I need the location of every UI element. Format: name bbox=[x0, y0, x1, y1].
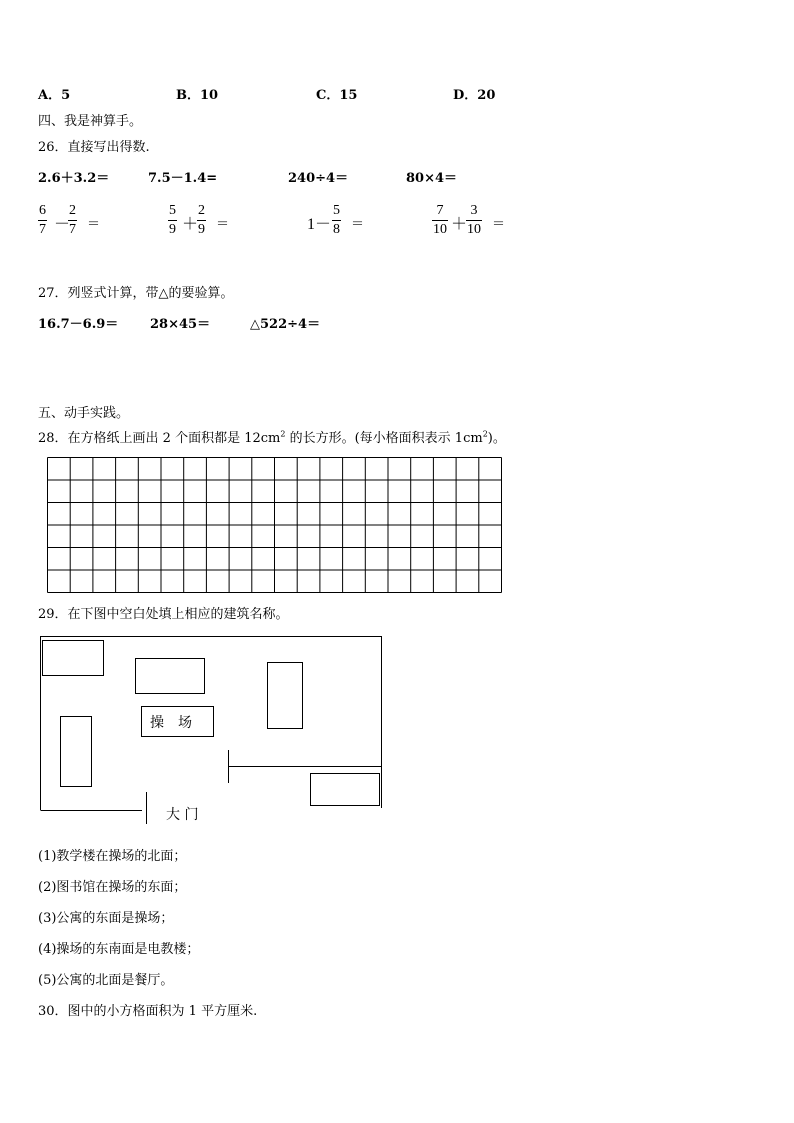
q29-statement-2: (2)图书馆在操场的东面； bbox=[38, 880, 187, 895]
minus-sign: － bbox=[54, 216, 71, 233]
fraction-bar bbox=[168, 220, 177, 221]
one-minus: 1－ bbox=[307, 216, 332, 233]
numerator: 2 bbox=[69, 203, 76, 218]
building-northwest-blank[interactable] bbox=[43, 641, 104, 676]
fraction-bar bbox=[197, 220, 206, 221]
denominator: 10 bbox=[433, 222, 447, 237]
building-southeast-blank[interactable] bbox=[311, 774, 380, 806]
denominator: 8 bbox=[333, 222, 340, 237]
option-a: A．5 bbox=[38, 88, 71, 103]
equals-sign: ＝ bbox=[492, 217, 506, 232]
question-30-label: 30．图中的小方格面积为 1 平方厘米. bbox=[38, 1004, 258, 1019]
q28-text-mid: 的长方形。(每小格面积表示 1cm bbox=[285, 431, 483, 446]
denominator: 7 bbox=[39, 222, 46, 237]
equals-sign: ＝ bbox=[351, 217, 365, 232]
superscript: 2 bbox=[280, 429, 286, 439]
fraction-bar bbox=[38, 220, 47, 221]
q26-expr-3: 240÷4＝ bbox=[288, 171, 349, 186]
question-27-label: 27．列竖式计算，带△的要验算。 bbox=[38, 286, 234, 301]
fraction-bar bbox=[432, 220, 448, 221]
q26-frac-4a bbox=[432, 203, 448, 238]
building-north-blank[interactable] bbox=[136, 659, 205, 694]
numerator: 3 bbox=[470, 203, 478, 218]
q26-frac-4b bbox=[466, 203, 482, 238]
denominator: 9 bbox=[169, 222, 176, 237]
gate-label: 大 门 bbox=[166, 807, 199, 823]
denominator: 9 bbox=[198, 222, 205, 237]
graph-paper-grid[interactable] bbox=[46, 456, 504, 594]
q26-frac-2a bbox=[168, 203, 177, 238]
q27-expr-3: △522÷4＝ bbox=[250, 317, 321, 332]
q28-text-pre: 28．在方格纸上画出 2 个面积都是 12cm bbox=[38, 431, 281, 446]
denominator: 10 bbox=[467, 222, 481, 237]
fraction-bar bbox=[68, 220, 77, 221]
section-4-title: 四、我是神算手。 bbox=[38, 114, 143, 129]
playground-label: 操 场 bbox=[150, 715, 192, 731]
q26-expr-1: 2.6＋3.2＝ bbox=[38, 171, 110, 186]
q27-expr-2: 28×45＝ bbox=[150, 317, 211, 332]
question-28-label bbox=[38, 427, 506, 446]
q26-frac-3 bbox=[332, 203, 341, 238]
q26-expr-2: 7.5－1.4= bbox=[148, 171, 218, 186]
equals-sign: ＝ bbox=[216, 217, 230, 232]
building-west-blank[interactable] bbox=[61, 717, 92, 787]
school-map-diagram bbox=[36, 632, 386, 823]
q29-statement-4: (4)操场的东南面是电教楼； bbox=[38, 942, 200, 957]
plus-sign: ＋ bbox=[182, 216, 199, 233]
q26-frac-1a bbox=[38, 203, 47, 238]
superscript: 2 bbox=[482, 429, 488, 439]
numerator: 5 bbox=[333, 203, 340, 218]
equals-sign: ＝ bbox=[87, 217, 101, 232]
q29-statement-1: (1)教学楼在操场的北面； bbox=[38, 849, 187, 864]
question-26-label: 26．直接写出得数. bbox=[38, 140, 150, 155]
numerator: 6 bbox=[39, 203, 46, 218]
q27-expr-1: 16.7－6.9＝ bbox=[38, 317, 119, 332]
q29-statement-3: (3)公寓的东面是操场； bbox=[38, 911, 174, 926]
section-5-title: 五、动手实践。 bbox=[38, 406, 130, 421]
q26-expr-4: 80×4＝ bbox=[406, 171, 458, 186]
q29-statement-5: (5)公寓的北面是餐厅。 bbox=[38, 973, 174, 988]
option-d: D．20 bbox=[453, 88, 496, 103]
numerator: 2 bbox=[198, 203, 205, 218]
building-east-blank[interactable] bbox=[268, 663, 303, 729]
option-b: B．10 bbox=[176, 88, 219, 103]
fraction-bar bbox=[332, 220, 341, 221]
q28-text-post: )。 bbox=[487, 431, 506, 446]
option-c: C．15 bbox=[316, 88, 358, 103]
numerator: 5 bbox=[169, 203, 176, 218]
denominator: 7 bbox=[69, 222, 76, 237]
q26-frac-1b bbox=[68, 203, 77, 238]
q26-frac-2b bbox=[197, 203, 206, 238]
numerator: 7 bbox=[436, 203, 444, 218]
question-29-label: 29．在下图中空白处填上相应的建筑名称。 bbox=[38, 607, 289, 622]
fraction-bar bbox=[466, 220, 482, 221]
plus-sign: ＋ bbox=[451, 216, 468, 233]
